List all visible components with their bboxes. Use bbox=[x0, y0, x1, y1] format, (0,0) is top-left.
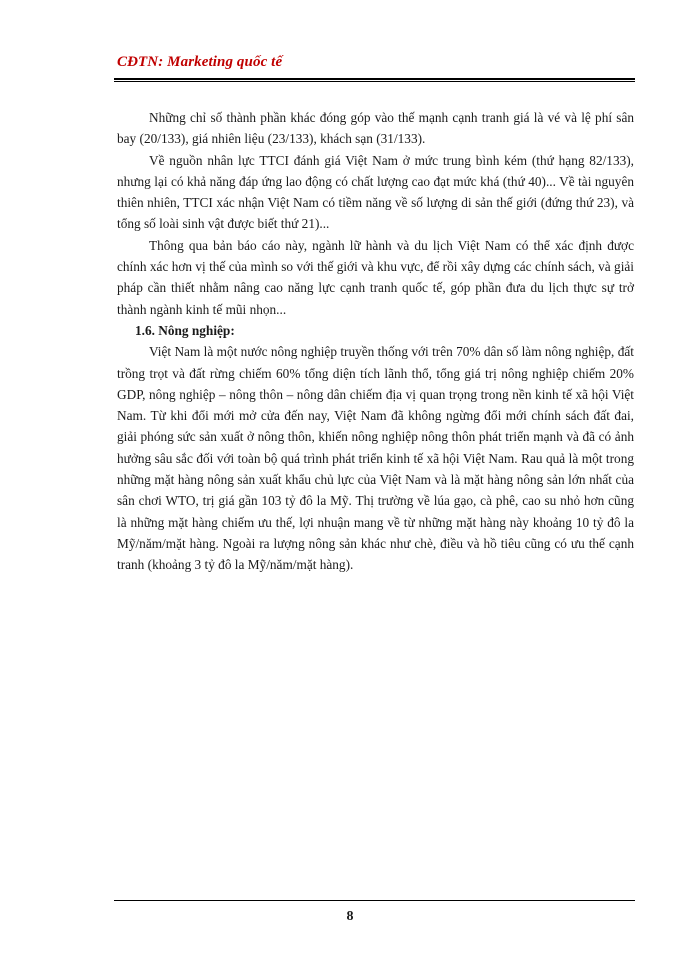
section-heading: 1.6. Nông nghiệp: bbox=[135, 322, 235, 338]
body-content bbox=[117, 107, 634, 576]
footer-rule bbox=[114, 900, 635, 901]
header-title: CĐTN: Marketing quốc tế bbox=[117, 54, 283, 70]
paragraph-price-indices: Những chỉ số thành phần khác đóng góp vào thế mạnh cạnh tranh giá là vé và lệ phí sân bay (20/133), giá nhiên liệu (23/133), khách sạn (31/133). bbox=[117, 110, 634, 147]
paragraph-agriculture: Việt Nam là một nước nông nghiệp truyền thống với trên 70% dân số làm nông nghiệp, đất trồng trọt và đất rừng chiếm 60% tổng diện tích lãnh thổ, tổng giá trị nông nghiệp chiếm 20% GDP, nông nghiệp – nông thôn – nông dân chiếm địa vị quan trọng trong nền kinh tế xã hội Việt Nam. Từ khi đổi mới mở cửa đến nay, Việt Nam đã không ngừng đổi mới chính sách đất đai, giải phóng sức sản xuất ở nông thôn, khiến nông nghiệp nông thôn phát triển mạnh và đã có ảnh hưởng sâu sắc đối với toàn bộ quá trình phát triển kinh tế xã hội Việt Nam. Rau quả là một trong những mặt hàng nông sản xuất khẩu chủ lực của Việt Nam và là mặt hàng nông sản lớn nhất của sân chơi WTO, trị giá gần 103 tỷ đô la Mỹ. Thị trường về lúa gạo, cà phê, cao su nhỏ hơn cũng là những mặt hàng chiếm ưu thế, lợi nhuận mang về từ những mặt hàng này khoảng 10 tỷ đô la Mỹ/năm/mặt hàng. Ngoài ra lượng nông sản khác như chè, điều và hồ tiêu cũng có ưu thế cạnh tranh (khoảng 3 tỷ đô la Mỹ/năm/mặt hàng). bbox=[117, 344, 634, 573]
header-rule-thin bbox=[114, 81, 635, 82]
paragraph-report-summary: Thông qua bản báo cáo này, ngành lữ hành và du lịch Việt Nam có thể xác định được chính xác hơn vị thế của mình so với thế giới và khu vực, để rồi xây dựng các chính sách, và giải pháp cần thiết nhằm nâng cao năng lực cạnh tranh quốc tế, góp phần đưa du lịch thực sự trở thành ngành kinh tế mũi nhọn... bbox=[117, 237, 634, 317]
paragraph-human-resources: Về nguồn nhân lực TTCI đánh giá Việt Nam ở mức trung bình kém (thứ hạng 82/133), nhưng lại có khả năng đáp ứng lao động có chất lượng cao đạt mức khá (thứ 40)... Về tài nguyên thiên nhiên, TTCI xác nhận Việt Nam có tiềm năng về số lượng di sản thế giới (đứng thứ 23), và tổng số loài sinh vật được biết thứ 21)... bbox=[117, 152, 634, 232]
header-rule bbox=[114, 78, 635, 80]
page-number: 8 bbox=[346, 909, 354, 924]
